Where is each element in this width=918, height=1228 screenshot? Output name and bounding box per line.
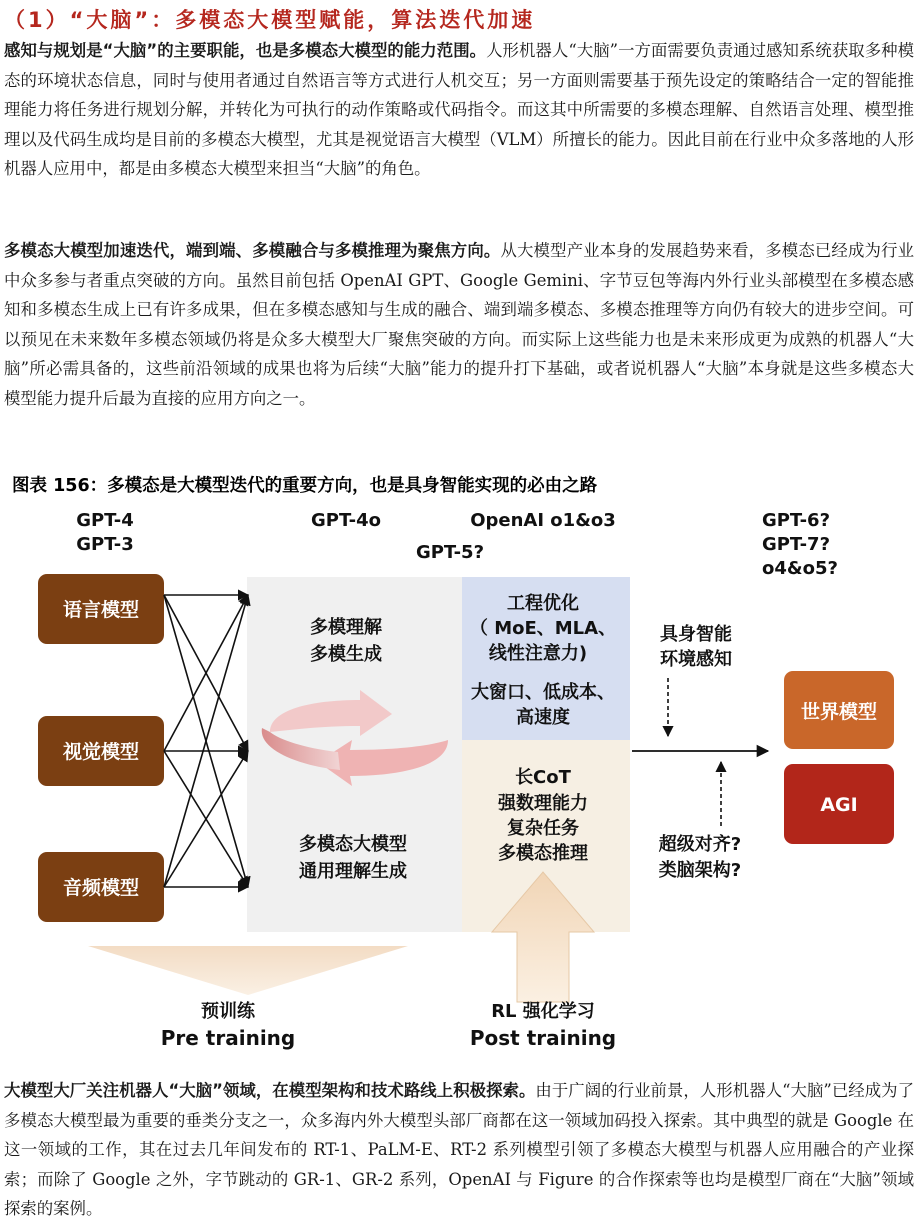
- paragraph-3: [4, 1076, 914, 1224]
- language-model-label: 语言模型: [62, 599, 140, 621]
- reasoning-multimodal: 多模态推理: [498, 843, 588, 864]
- label-gpt7: GPT-7?: [761, 534, 831, 555]
- paragraph-2: [4, 236, 914, 414]
- reasoning-complex-task: 复杂任务: [507, 818, 579, 839]
- engineering-optimization-items: （ MoE、MLA、: [469, 618, 617, 639]
- multimodal-roadmap-diagram: [0, 500, 918, 1060]
- agi-label: AGI: [820, 794, 858, 816]
- embodied-intelligence: 具身智能: [660, 624, 732, 645]
- multimodal-understanding: 多模理解: [310, 617, 382, 638]
- multimodal-large-model: 多模态大模型: [299, 834, 407, 855]
- pretrain-cone: [88, 946, 408, 995]
- label-gpt5: GPT-5?: [415, 542, 485, 563]
- label-o4o5: o4&o5?: [762, 558, 838, 579]
- fusion-arrows: [164, 595, 248, 887]
- paragraph-1-lead: 感知与规划是“大脑”的主要职能，也是多模态大模型的能力范围。: [4, 41, 487, 60]
- pretraining-en: Pre training: [160, 1026, 296, 1050]
- label-gpt3: GPT-3: [76, 534, 134, 555]
- label-openai-o1o3: OpenAI o1&o3: [470, 510, 616, 531]
- reasoning-math: 强数理能力: [498, 793, 588, 814]
- audio-model-label: 音频模型: [62, 877, 140, 899]
- paragraph-2-lead: 多模态大模型加速迭代，端到端、多模融合与多模推理为聚焦方向。: [4, 241, 501, 260]
- paragraph-1-body: 人形机器人“大脑”一方面需要负责通过感知系统获取多种模态的环境状态信息，同时与使用者通过自然语言等方式进行人机交互；另一方面则需要基于预先设定的策略结合一定的智能推理能力将任务进行规划分解，并转化为可执行的动作策略或代码指令。而这其中所需要的多模态理解、自然语言处理、模型推理以及代码生成均是目前的多模态大模型，尤其是视觉语言大模型（VLM）所擅长的能力。因此目前在行业中众多落地的人形机器人应用中，都是由多模态大模型来担当“大脑”的角色。: [4, 41, 915, 179]
- label-gpt6: GPT-6?: [761, 510, 831, 531]
- paragraph-3-body: 由于广阔的行业前景，人形机器人“大脑”已经成为了多模态大模型最为重要的垂类分支之一，众多海内外大模型头部厂商都在这一领域加码投入探索。其中典型的就是 Google 在这一领域的工作，其在过去几年间发布的 RT-1、PaLM-E、RT-2 系列模型引领了多模态大模型与机器人应用融合的产业探索；而除了 Google 之外，字节跳动的 GR-1、GR-2 系列，OpenAI 与 Figure 的合作探索等也均是模型厂商在“大脑”领域探索的案例。: [4, 1081, 914, 1219]
- pretraining-cn: 预训练: [201, 1001, 255, 1022]
- rl-en: Post training: [469, 1026, 617, 1050]
- label-gpt4: GPT-4: [76, 510, 134, 531]
- figure-caption: 图表 156：多模态是大模型迭代的重要方向，也是具身智能实现的必由之路: [12, 476, 598, 496]
- engineering-high-speed: 高速度: [516, 707, 570, 728]
- general-understanding-generation: 通用理解生成: [299, 861, 407, 882]
- super-alignment: 超级对齐?: [658, 834, 742, 855]
- section-title: （1）“大脑”：多模态大模型赋能，算法迭代加速: [4, 8, 536, 32]
- paragraph-1: [4, 36, 914, 184]
- paragraph-3-lead: 大模型大厂关注机器人“大脑”领域，在模型架构和技术路线上积极探索。: [4, 1081, 536, 1100]
- world-model-label: 世界模型: [800, 701, 878, 723]
- environment-perception: 环境感知: [660, 649, 732, 670]
- engineering-optimization-title: 工程优化: [507, 593, 579, 614]
- multimodal-generation: 多模生成: [310, 644, 382, 665]
- engineering-large-window: 大窗口、低成本、: [471, 682, 615, 703]
- reasoning-long-cot: 长CoT: [515, 767, 571, 788]
- vision-model-label: 视觉模型: [62, 741, 140, 763]
- label-gpt4o: GPT-4o: [311, 510, 381, 531]
- rl-cn: RL 强化学习: [491, 1001, 595, 1022]
- engineering-linear-attention: 线性注意力): [488, 643, 588, 664]
- paragraph-2-body: 从大模型产业本身的发展趋势来看，多模态已经成为行业中众多参与者重点突破的方向。虽然目前包括 OpenAI GPT、Google Gemini、字节豆包等海内外行业头部模型在多模态感知和多模态生成上已有许多成果，但在多模态感知与生成的融合、端到端多模态、多模态推理等方向仍有较大的进步空间。可以预见在未来数年多模态领域仍将是众多大模型大厂聚焦突破的方向。而实际上这些能力也是未来形成更为成熟的机器人“大脑”所必需具备的，这些前沿领域的成果也将为后续“大脑”能力的提升打下基础，或者说机器人“大脑”本身就是这些多模态大模型能力提升后最为直接的应用方向之一。: [4, 241, 915, 408]
- brain-like-architecture: 类脑架构?: [658, 860, 742, 881]
